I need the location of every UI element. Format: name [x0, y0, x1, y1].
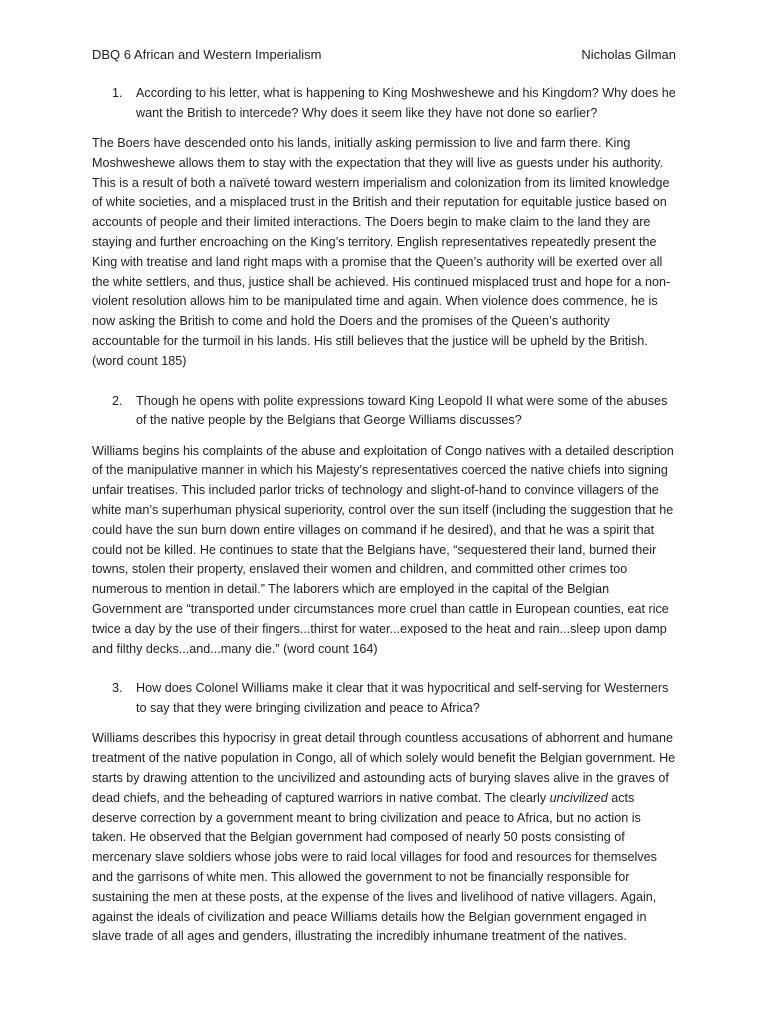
- question-text: According to his letter, what is happening to King Moshweshewe and his Kingdom? Why does he want the British to intercede? Why does it seem like they have not done so earlier?: [136, 86, 676, 120]
- question-text: Though he opens with polite expressions toward King Leopold II what were some of the abuses of the native people by the Belgians that George Williams discusses?: [136, 393, 668, 428]
- answer-1: The Boers have descended onto his lands, initially asking permission to live and farm there. King Moshweshewe allows them to stay with the expectation that they will live as guests under his authority. This is a result of both a naïveté toward western imperialism and colonization from its limited knowledge of white societies, and a misplaced trust in the British and their reputation for equitable justice based on accounts of people and their limited interactions. The Doers begin to make claim to the land they are staying and further encroaching on the King’s territory. English representatives repeatedly present the King with treatise and land right maps with a promise that the Queen’s authority will be exerted over all the white settlers, and thus, justice shall be achieved. His continued misplaced trust and hope for a non-violent resolution allows him to be manipulated time and again. When violence does commence, he is now asking the British to come and hold the Doers and the promises of the Queen’s authority accountable for the turmoil in his lands. His still believes that the justice will be upheld by the British. (word count 185): [92, 136, 671, 368]
- answer-2: Williams begins his complaints of the abuse and exploitation of Congo natives with a detailed description of the manipulative manner in which his Majesty’s representatives coerced the native chiefs into signing unfair treatises. This included parlor tricks of technology and slight-of-hand to convince villagers of the white man’s superhuman physical superiority, control over the sun itself (including the suggestion that he could have the sun burn down entire villages on command if he desired), and that he was a spirit that could not be killed. He continues to state that the Belgians have, “sequestered their land, burned their towns, stolen their property, enslaved their women and children, and committed other crimes too numerous to mention in detail.” The laborers which are employed in the capital of the Belgian Government are “transported under circumstances more cruel than cattle in European counties, eat rice twice a day by the use of their fingers...thirst for water...exposed to the heat and rain...sleep upon damp and filthy decks...and...many die.” (word count 164): [92, 443, 674, 656]
- italic-emphasis: uncivilized: [549, 790, 608, 805]
- question-1: [92, 84, 676, 123]
- answer-3: [92, 729, 676, 947]
- question-3: [92, 679, 676, 718]
- answer-text: Williams describes this hypocrisy in great detail through countless accusations of abhorrent and humane treatment of the native population in Congo, all of which solely would benefit the Belgian government. He starts by drawing attention to the uncivilized and astounding acts of burying slaves alive in the graves of dead chiefs, and the beheading of captured warriors in native combat. The clearly: [92, 731, 676, 805]
- author-name: Nicholas Gilman: [581, 47, 676, 62]
- document-title: DBQ 6 African and Western Imperialism: [92, 47, 322, 62]
- question-number: 3.: [112, 681, 123, 696]
- answer-text: acts deserve correction by a government meant to bring civilization and peace to Africa, but no action is taken. He observed that the Belgian government had composed of nearly 50 posts consisting of mercenary slave soldiers whose jobs were to raid local villages for food and resources for themselves and the garrisons of white men. This allowed the government to not be financially responsible for sustaining the men at these posts, at the expense of the lives and livelihood of native villagers. Again, against the ideals of civilization and peace Williams details how the Belgian government engaged in slave trade of all ages and genders, illustrating the incredibly inhumane treatment of the natives.: [92, 790, 657, 944]
- question-2: [92, 392, 676, 431]
- question-number: 2.: [112, 393, 123, 408]
- question-number: 1.: [112, 86, 123, 100]
- question-text: How does Colonel Williams make it clear that it was hypocritical and self-serving for Westerners to say that they were bringing civilization and peace to Africa?: [136, 681, 669, 715]
- page-header: [92, 46, 676, 64]
